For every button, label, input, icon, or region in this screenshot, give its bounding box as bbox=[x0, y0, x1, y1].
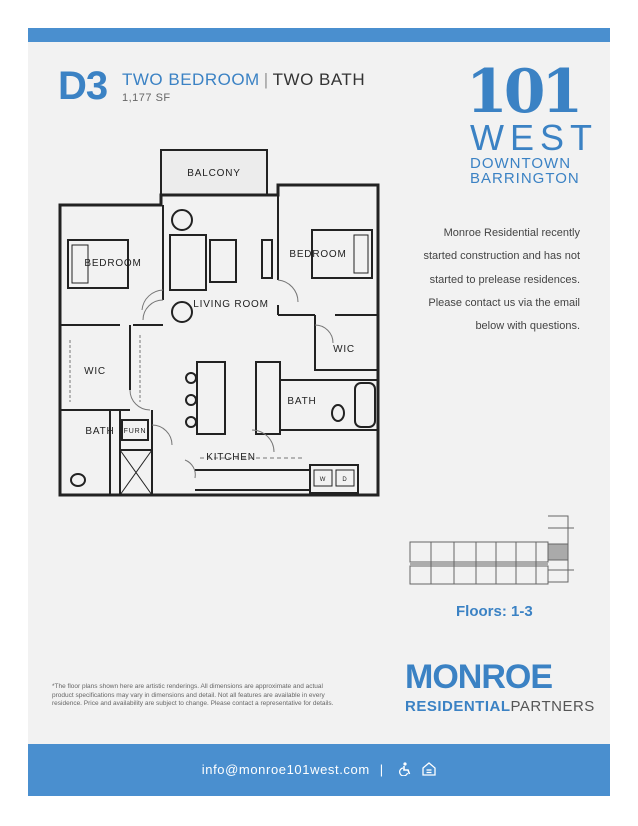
footer-contact bbox=[28, 762, 610, 777]
building-key-map bbox=[396, 508, 586, 590]
notice-line: below with questions. bbox=[475, 320, 580, 333]
label-wic-right: WIC bbox=[333, 344, 355, 355]
label-furn: FURN bbox=[123, 428, 147, 435]
brand-partners: PARTNERS bbox=[510, 698, 595, 715]
top-accent-bar bbox=[28, 28, 610, 42]
logo-101: 101 bbox=[466, 57, 580, 127]
label-dryer: D bbox=[342, 477, 348, 483]
logo-barrington: BARRINGTON bbox=[470, 170, 580, 187]
label-bath-left: BATH bbox=[85, 426, 115, 437]
unit-bedrooms: TWO BEDROOM bbox=[122, 70, 260, 89]
label-bath-right: BATH bbox=[287, 396, 317, 407]
notice-line: started to prelease residences. bbox=[429, 273, 580, 286]
disclaimer: *The floor plans shown here are artistic renderings. All dimensions are approximate and actual product specifications may vary in dimensions and detail. Not all features are available in every residence. Price and availability are subject to change. Please contact a representative for details. bbox=[52, 683, 334, 707]
residential-partners-logo bbox=[405, 698, 595, 715]
monroe-logo: MONROE bbox=[405, 658, 552, 696]
unit-sqft: 1,177 SF bbox=[122, 92, 171, 104]
logo-west: WEST bbox=[470, 117, 598, 158]
title-separator: | bbox=[263, 70, 269, 89]
logo-downtown: DOWNTOWN bbox=[470, 155, 572, 172]
notice-line: Please contact us via the email bbox=[428, 296, 580, 309]
label-living-room: LIVING ROOM bbox=[193, 299, 269, 310]
unit-title bbox=[122, 70, 365, 90]
equal-housing-icon bbox=[422, 762, 436, 776]
label-bedroom-left: BEDROOM bbox=[84, 258, 142, 269]
footer-separator: | bbox=[379, 762, 384, 777]
footer-bar bbox=[28, 744, 610, 796]
floor-plan bbox=[50, 140, 385, 505]
email-link[interactable]: info@monroe101west.com bbox=[201, 762, 370, 777]
label-bedroom-right: BEDROOM bbox=[289, 249, 347, 260]
unit-baths: TWO BATH bbox=[272, 70, 366, 89]
brand-residential: RESIDENTIAL bbox=[405, 698, 511, 715]
label-balcony: BALCONY bbox=[187, 168, 241, 179]
label-washer: W bbox=[319, 477, 327, 483]
floors-label: Floors: 1-3 bbox=[456, 603, 533, 620]
label-kitchen: KITCHEN bbox=[206, 452, 256, 463]
accessibility-icon bbox=[398, 762, 412, 776]
notice-line: Monroe Residential recently bbox=[443, 227, 580, 239]
plan-code: D3 bbox=[58, 64, 108, 108]
notice-line: started construction and has not bbox=[423, 250, 580, 263]
prelease-notice bbox=[408, 222, 580, 338]
label-wic-left: WIC bbox=[84, 366, 106, 377]
